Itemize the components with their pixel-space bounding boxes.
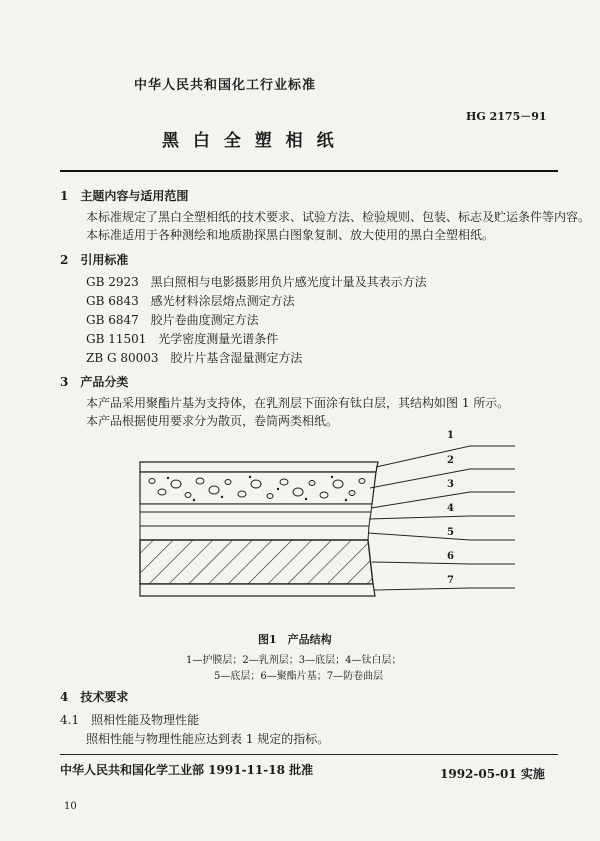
- reference-title: 黑白照相与电影摄影用负片感光度计量及其表示方法: [150, 275, 427, 289]
- document-title: 黑 白 全 塑 相 纸: [162, 131, 338, 151]
- layer-7-anti-curl: [140, 584, 375, 596]
- section-3-heading: 3 产品分类: [60, 375, 129, 389]
- layer-label-2: 2: [447, 455, 454, 466]
- layer-1-protective: [140, 462, 378, 472]
- section-3-para-2: 本产品根据使用要求分为散页，卷筒两类相纸。: [86, 414, 339, 428]
- reference-title: 光学密度测量光谱条件: [158, 332, 279, 346]
- reference-title: 感光材料涂层熔点测定方法: [150, 294, 295, 308]
- layer-label-3: 3: [447, 479, 454, 490]
- figure-caption: 图1 产品结构: [258, 633, 332, 646]
- approval-line: 中华人民共和国化学工业部 1991-11-18 批准: [60, 763, 314, 777]
- layer-label-7: 7: [447, 575, 454, 586]
- reference-title: 胶片卷曲度测定方法: [150, 313, 259, 327]
- effective-date: 1992-05-01 实施: [440, 767, 545, 781]
- footer-rule: [60, 754, 558, 755]
- layer-label-4: 4: [447, 503, 454, 514]
- figure-legend-line-2: 5—底层；6—聚酯片基；7—防卷曲层: [214, 671, 384, 682]
- section-4-1-heading: 4.1 照相性能及物理性能: [60, 713, 200, 727]
- section-1-heading: 1 主题内容与适用范围: [60, 189, 189, 203]
- section-1-para-2: 本标准适用于各种测绘和地质勘探黑白图象复制、放大使用的黑白全塑相纸。: [86, 228, 495, 242]
- section-4-1-para: 照相性能与物理性能应达到表 1 规定的指标。: [86, 732, 330, 746]
- reference-code: GB 6843: [86, 294, 139, 308]
- layer-label-6: 6: [447, 551, 454, 562]
- layer-label-5: 5: [447, 527, 454, 538]
- section-4-heading: 4 技术要求: [60, 690, 129, 704]
- layer-6-polyester-base: [140, 540, 373, 584]
- layer-5-sublayer: [140, 526, 369, 540]
- reference-code: GB 6847: [86, 313, 139, 327]
- leader-lines: [368, 446, 515, 590]
- section-3-para-1: 本产品采用聚酯片基为支持体，在乳剂层下面涂有钛白层，其结构如图 1 所示。: [86, 396, 510, 410]
- reference-code: ZB G 80003: [86, 351, 159, 365]
- standard-code: HG 2175－91: [466, 110, 547, 123]
- figure-legend-line-1: 1—护膜层；2—乳剂层；3—底层；4—钛白层；: [186, 655, 402, 666]
- layer-3-sublayer: [140, 504, 372, 512]
- layer-4-titanium-white: [140, 512, 371, 526]
- issuing-standard-org: 中华人民共和国化工行业标准: [134, 78, 317, 93]
- section-2-heading: 2 引用标准: [60, 253, 129, 267]
- reference-code: GB 11501: [86, 332, 147, 346]
- layer-label-1: 1: [447, 430, 454, 441]
- reference-code: GB 2923: [86, 275, 139, 289]
- page-number: 10: [64, 801, 77, 812]
- section-1-para-1: 本标准规定了黑白全塑相纸的技术要求、试验方法、检验规则、包装、标志及贮运条件等内容。: [86, 210, 591, 224]
- reference-title: 胶片片基含湿量测定方法: [170, 351, 303, 365]
